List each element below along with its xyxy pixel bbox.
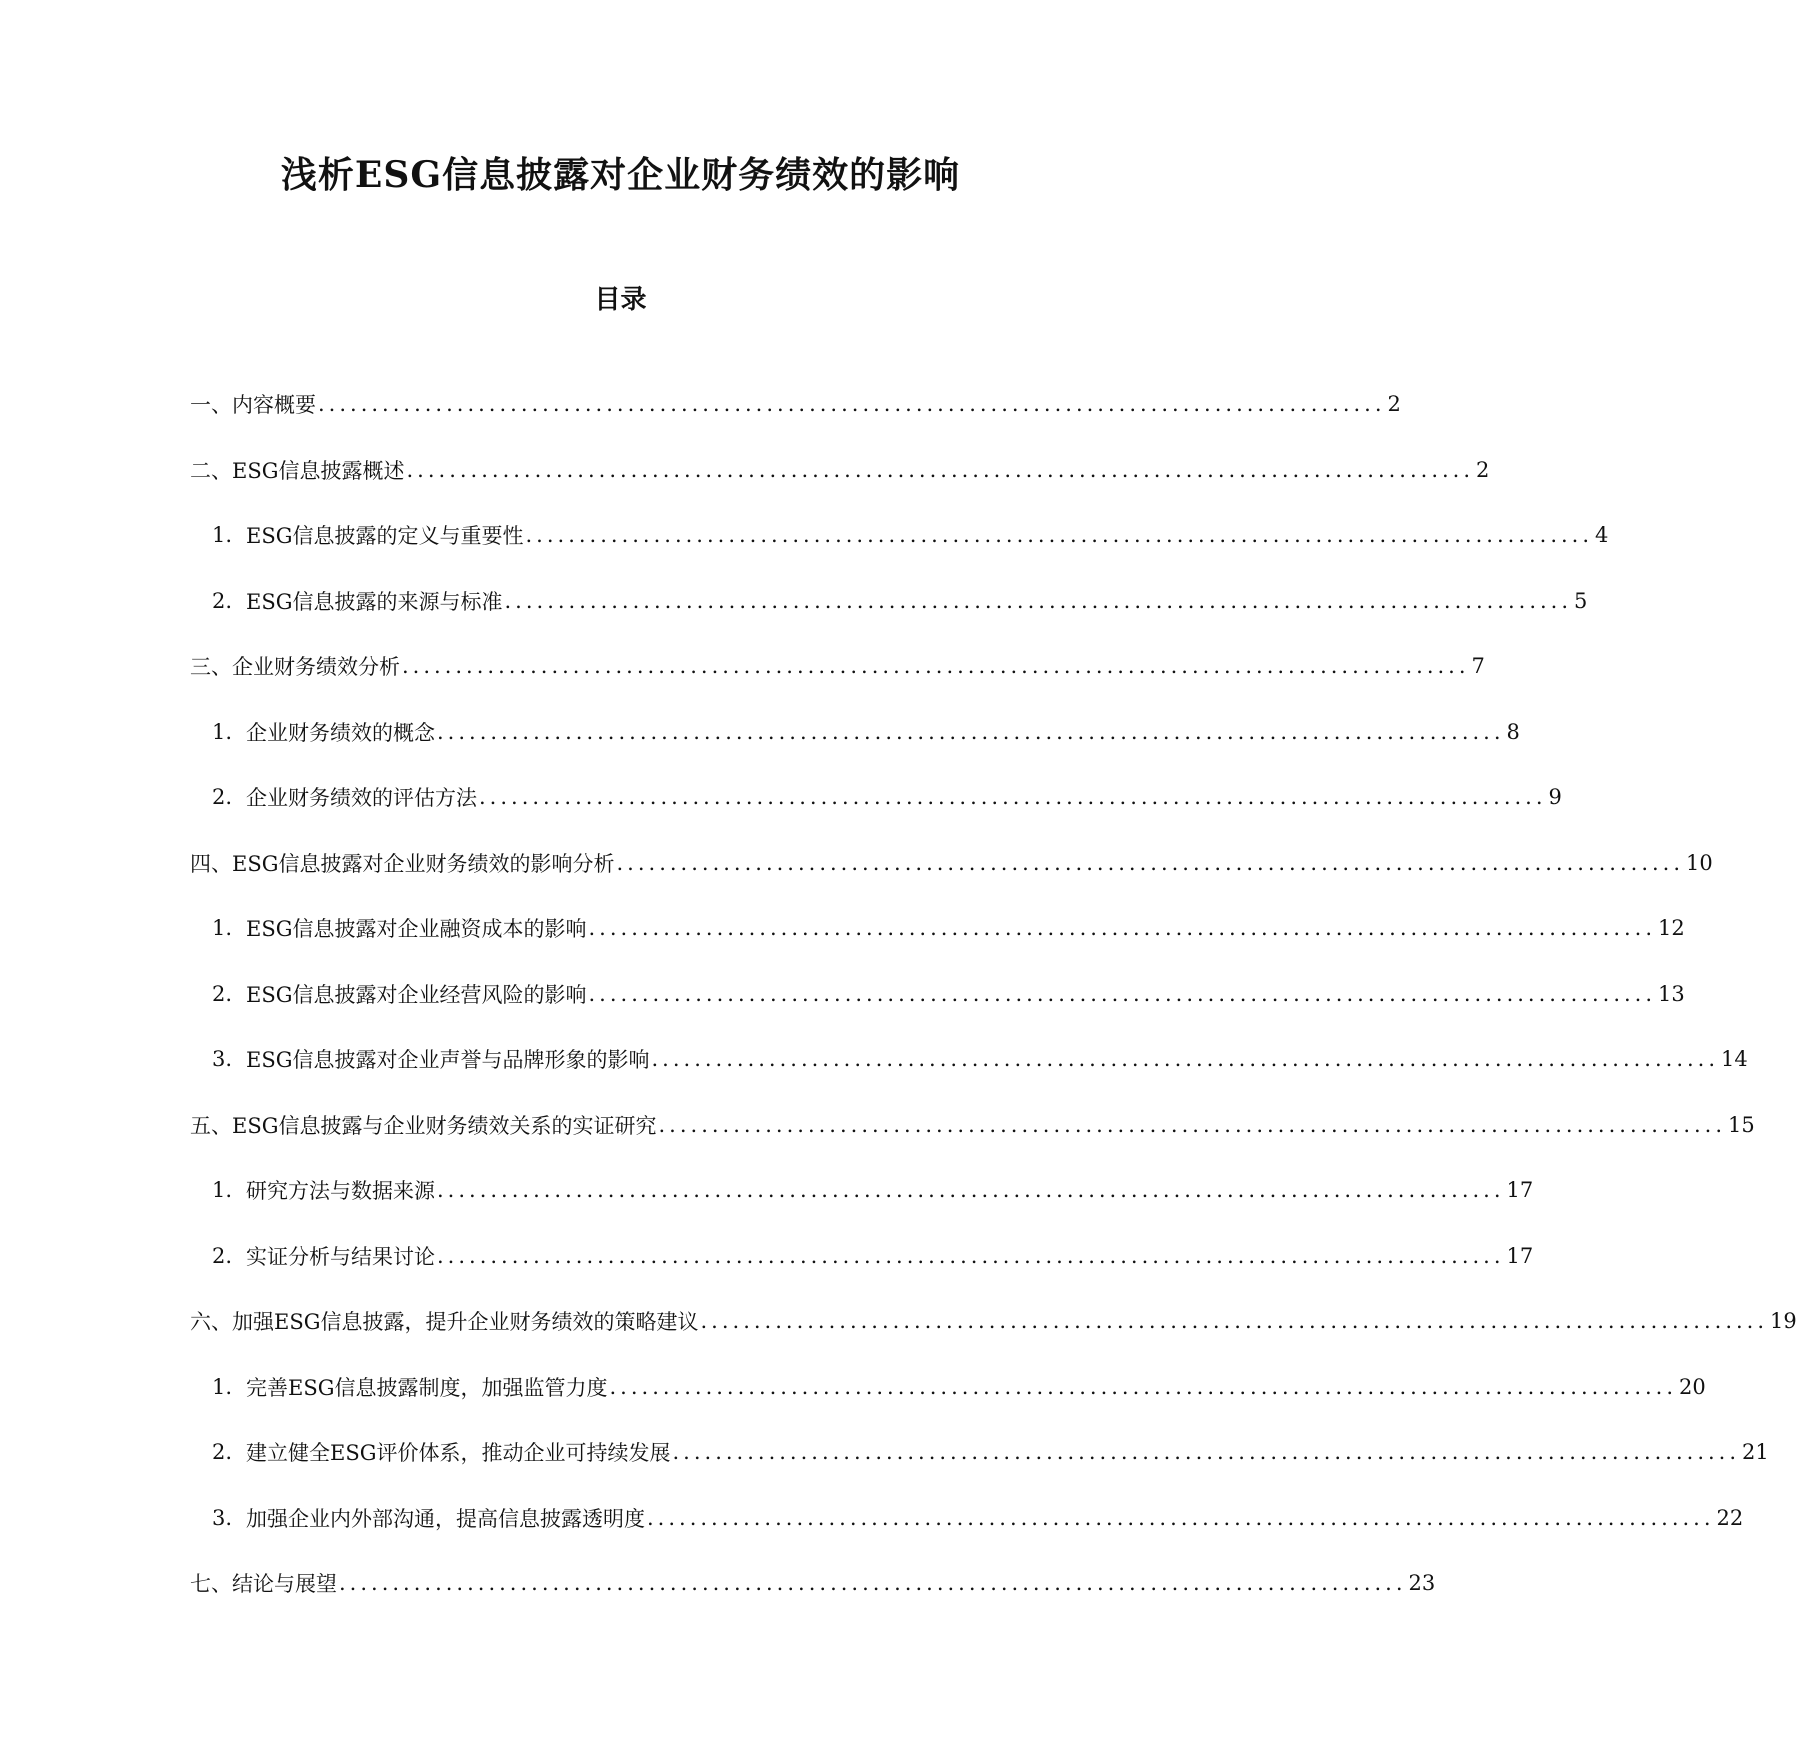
toc-dot-leader: .................................................................................................... [402, 654, 1470, 678]
toc-page-number: 12 [1658, 916, 1685, 940]
toc-page-number: 7 [1471, 654, 1485, 678]
toc-entry-label: 六、加强ESG信息披露，提升企业财务绩效的策略建议 [190, 1310, 699, 1334]
toc-entry[interactable] [190, 1105, 1755, 1145]
toc-entry-number: 1. [212, 1178, 233, 1202]
toc-page-number: 10 [1686, 850, 1713, 875]
toc-entry-label: ESG信息披露对企业声誉与品牌形象的影响 [246, 1048, 650, 1072]
toc-dot-leader: .................................................................................................... [588, 981, 1657, 1006]
toc-entry-number: 1. [212, 1374, 233, 1399]
toc-entry-label: 企业财务绩效的概念 [246, 720, 435, 745]
toc-entry-label: ESG信息披露的来源与标准 [246, 589, 503, 614]
toc-dot-leader: .................................................................................................... [479, 785, 1547, 809]
toc-page-number: 17 [1506, 1178, 1534, 1202]
toc-dot-leader: .................................................................................................... [437, 1178, 1505, 1202]
toc-entry-label: ESG信息披露的定义与重要性 [246, 524, 524, 548]
toc-entry-number: 3. [212, 1047, 233, 1071]
toc-page-number: 14 [1721, 1047, 1748, 1071]
toc-page-number: 17 [1506, 1243, 1534, 1268]
toc-page-number: 22 [1716, 1505, 1744, 1530]
toc-entry-label: ESG信息披露对企业经营风险的影响 [246, 982, 587, 1007]
toc-dot-leader: .................................................................................................... [318, 392, 1386, 416]
toc-entry-number: 2. [212, 1440, 233, 1464]
toc-entry-number: 1. [212, 523, 233, 547]
toc-page-number: 2 [1476, 457, 1490, 482]
toc-entry-label: 完善ESG信息披露制度，加强监管力度 [246, 1375, 608, 1400]
toc-subentry[interactable] [212, 1039, 1748, 1079]
toc-subentry[interactable] [212, 1367, 1706, 1407]
toc-entry-label: 四、ESG信息披露对企业财务绩效的影响分析 [190, 851, 615, 876]
toc-entry-label: 五、ESG信息披露与企业财务绩效关系的实证研究 [190, 1113, 657, 1138]
toc-entry-label: 三、企业财务绩效分析 [190, 655, 400, 679]
toc-entry[interactable] [190, 646, 1485, 686]
toc-subentry[interactable] [212, 712, 1520, 752]
toc-entry-label: 企业财务绩效的评估方法 [246, 786, 477, 810]
toc-entry-label: 建立健全ESG评价体系，推动企业可持续发展 [246, 1441, 671, 1465]
toc-subentry[interactable] [212, 1498, 1744, 1538]
toc-dot-leader: .................................................................................................... [339, 1571, 1407, 1595]
toc-entry-label: 实证分析与结果讨论 [246, 1244, 435, 1269]
toc-entry-number: 2. [212, 1243, 233, 1268]
toc-entry-label: 二、ESG信息披露概述 [190, 458, 405, 483]
toc-subentry[interactable] [212, 581, 1588, 621]
toc-dot-leader: .................................................................................................... [437, 719, 1505, 744]
toc-entry-number: 1. [212, 719, 233, 744]
toc-page-number: 2 [1387, 392, 1401, 416]
toc-entry[interactable] [190, 384, 1401, 424]
toc-entry-label: 加强企业内外部沟通，提高信息披露透明度 [246, 1506, 645, 1531]
toc-entry[interactable] [190, 450, 1490, 490]
toc-heading: 目录 [594, 285, 647, 315]
toc-page-number: 5 [1574, 588, 1588, 613]
toc-dot-leader: .................................................................................................... [651, 1047, 1720, 1071]
toc-dot-leader: .................................................................................................... [616, 850, 1685, 875]
toc-entry-number: 2. [212, 785, 233, 809]
toc-entry-label: 研究方法与数据来源 [246, 1179, 435, 1203]
toc-subentry[interactable] [212, 1432, 1769, 1472]
toc-dot-leader: .................................................................................................... [504, 588, 1573, 613]
toc-entry-number: 2. [212, 588, 233, 613]
toc-dot-leader: .................................................................................................... [406, 457, 1475, 482]
toc-entry-label: 一、内容概要 [190, 393, 316, 417]
toc-dot-leader: .................................................................................................... [658, 1112, 1727, 1137]
toc-entry-label: ESG信息披露对企业融资成本的影响 [246, 917, 587, 941]
toc-page-number: 8 [1506, 719, 1520, 744]
toc-page-number: 13 [1658, 981, 1685, 1006]
toc-dot-leader: .................................................................................................... [672, 1440, 1741, 1464]
toc-entry[interactable] [190, 1301, 1797, 1341]
toc-entry-number: 2. [212, 981, 233, 1006]
toc-page-number: 21 [1742, 1440, 1769, 1464]
toc-dot-leader: .................................................................................................... [525, 523, 1594, 547]
toc-page-number: 15 [1728, 1112, 1755, 1137]
toc-subentry[interactable] [212, 1236, 1534, 1276]
toc-entry-number: 1. [212, 916, 233, 940]
document-title: 浅析ESG信息披露对企业财务绩效的影响 [280, 154, 961, 196]
toc-page-number: 20 [1679, 1374, 1706, 1399]
toc-subentry[interactable] [212, 908, 1685, 948]
toc-entry-label: 七、结论与展望 [190, 1572, 337, 1596]
toc-subentry[interactable] [212, 515, 1609, 555]
toc-dot-leader: .................................................................................................... [588, 916, 1657, 940]
toc-dot-leader: .................................................................................................... [609, 1374, 1678, 1399]
toc-page-number: 23 [1408, 1571, 1436, 1595]
toc-subentry[interactable] [212, 777, 1562, 817]
toc-dot-leader: .................................................................................................... [700, 1309, 1769, 1333]
toc-dot-leader: .................................................................................................... [647, 1505, 1715, 1530]
toc-page-number: 19 [1770, 1309, 1797, 1333]
toc-subentry[interactable] [212, 1170, 1534, 1210]
toc-page-number: 4 [1595, 523, 1609, 547]
toc-entry-number: 3. [212, 1505, 233, 1530]
toc-entry[interactable] [190, 843, 1713, 883]
toc-entry[interactable] [190, 1563, 1436, 1603]
toc-subentry[interactable] [212, 974, 1685, 1014]
toc-page-number: 9 [1548, 785, 1562, 809]
toc-dot-leader: .................................................................................................... [437, 1243, 1505, 1268]
